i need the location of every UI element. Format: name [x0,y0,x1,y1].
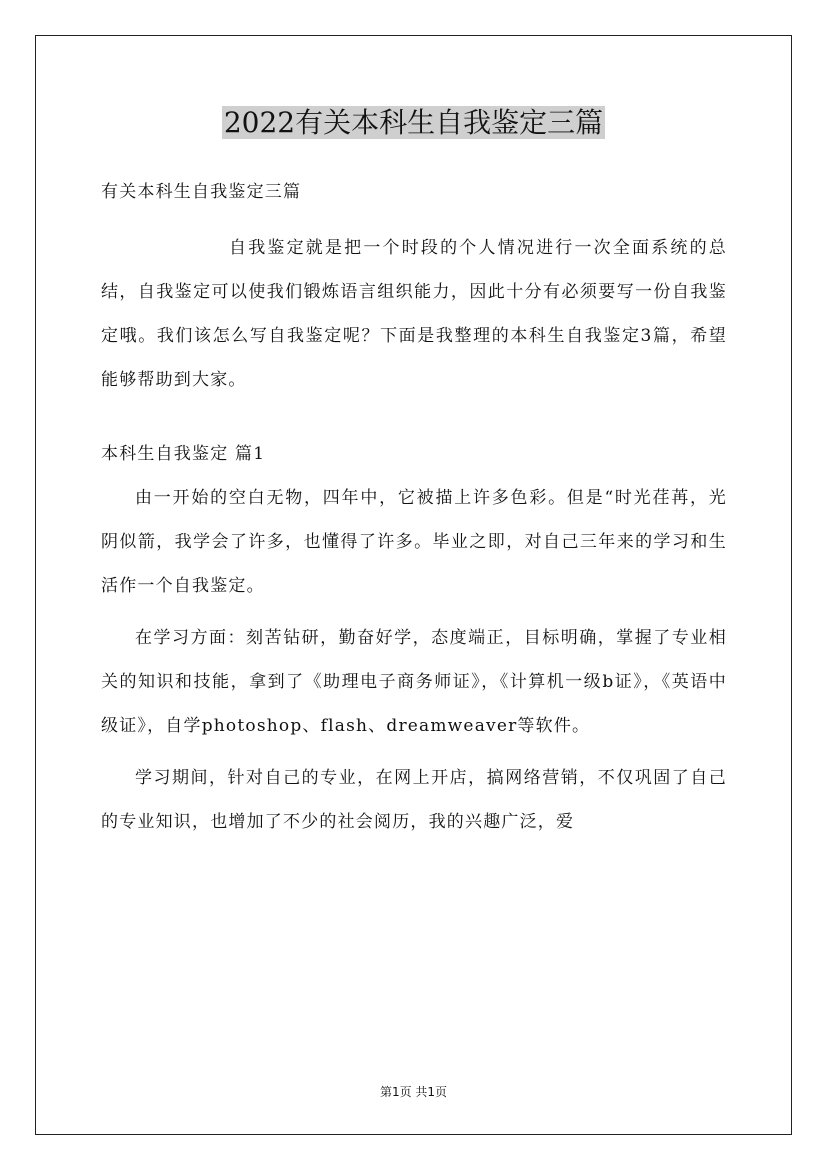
document-body [101,170,727,844]
body-paragraph: 学习期间，针对自己的专业，在网上开店，搞网络营销，不仅巩固了自己的专业知识，也增加了不少的社会阅历，我的兴趣广泛，爱 [101,768,727,832]
document-title [0,103,827,143]
page-footer: 第1页 共1页 [379,1085,448,1099]
intro-paragraph: 自我鉴定就是把一个时段的个人情况进行一次全面系统的总结，自我鉴定可以使我们锻炼语言组织能力，因此十分有必须要写一份自我鉴定哦。我们该怎么写自我鉴定呢？下面是我整理的本科生自我鉴定3篇，希望能够帮助到大家。 [101,238,727,390]
section-spacer [101,402,727,432]
document-title-text: 2022有关本科生自我鉴定三篇 [223,106,604,139]
document-subtitle: 有关本科生自我鉴定三篇 [101,182,302,202]
body-paragraph: 由一开始的空白无物，四年中，它被描上许多色彩。但是“时光荏苒，光阴似箭，我学会了许多，也懂得了许多。毕业之即，对自己三年来的学习和生活作一个自我鉴定。 [101,488,727,596]
body-paragraph: 在学习方面：刻苦钻研，勤奋好学，态度端正，目标明确，掌握了专业相关的知识和技能，拿到了《助理电子商务师证》，《计算机一级b证》，《英语中级证》，自学photoshop、flash、dreamweaver等软件。 [101,628,727,736]
section-heading: 本科生自我鉴定 篇1 [101,444,266,464]
